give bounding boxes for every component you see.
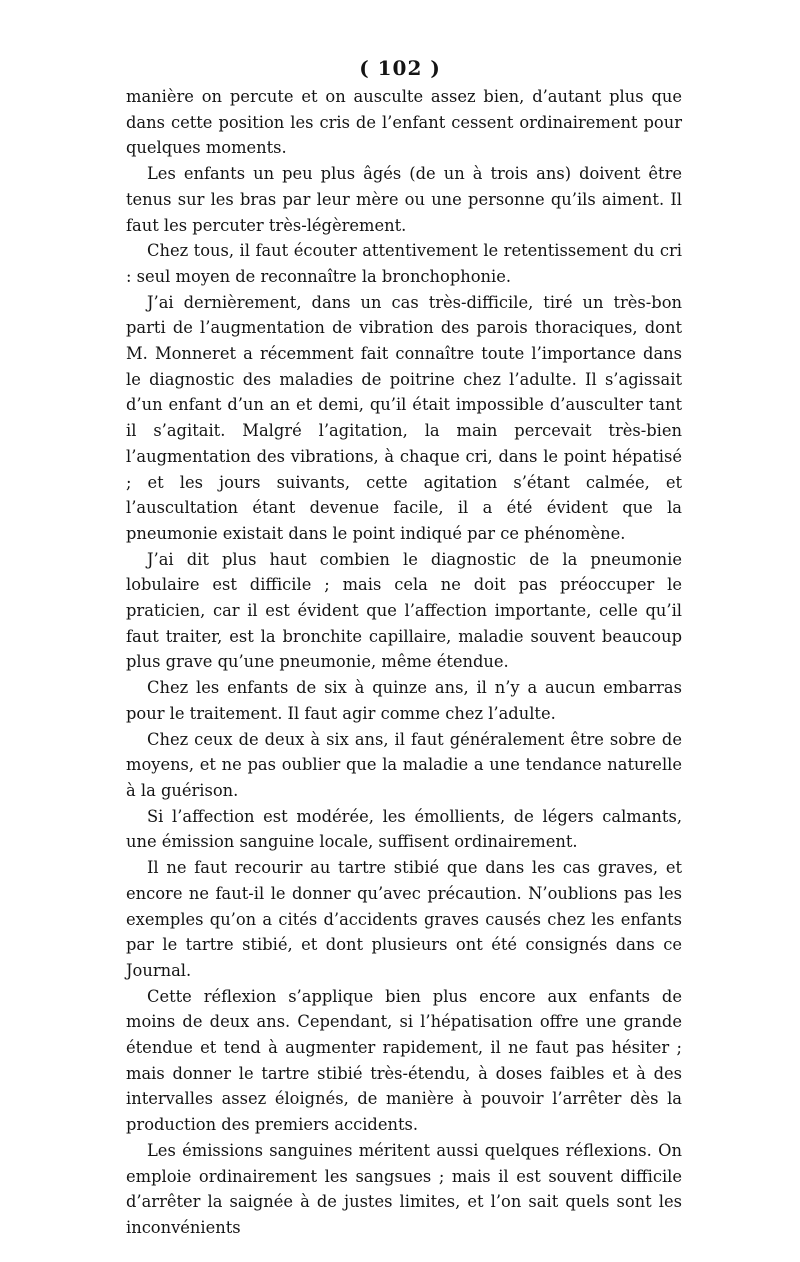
paragraph: J’ai dit plus haut combien le diagnostic de la pneumonie lobulaire est difficile ; mais cela ne doit pas préoccuper le praticien, car il est évident que l’affection importante, celle qu’il faut traiter, est la bronchite capillaire, maladie souvent beaucoup plus grave qu’une pneumonie, même étendue. — [126, 549, 682, 672]
paragraph: J’ai dernièrement, dans un cas très-difficile, tiré un très-bon parti de l’augmentation de vibration des parois thoraciques, dont M. Monneret a récemment fait connaître toute l’importance dans le diagnostic des maladies de poitrine chez l’adulte. Il s’agissait d’un enfant d’un an et demi, qu’il était impossible d’ausculter tant il s’agitait. Malgré l’agitation, la main percevait très-bien l’augmentation des vibrations, à chaque cri, dans le point hépatisé ; et les jours suivants, cette agitation s’étant calmée, et l’auscultation étant devenue facile, il a été évident que la pneumonie existait dans le point indiqué par ce phénomène. — [126, 292, 682, 543]
paragraph: Cette réflexion s’applique bien plus encore aux enfants de moins de deux ans. Cependant, si l’hépatisation offre une grande étendue et tend à augmenter rapidement, il ne faut pas hésiter ; mais donner le tartre stibié très-étendu, à doses faibles et à des intervalles assez éloignés, de manière à pouvoir l’arrêter dès la production des premiers accidents. — [126, 986, 682, 1135]
paragraph: Chez ceux de deux à six ans, il faut généralement être sobre de moyens, et ne pas oublier que la maladie a une tendance naturelle à la guérison. — [126, 729, 682, 800]
page-number: ( 102 ) — [359, 56, 441, 80]
body-text — [126, 84, 682, 1241]
paragraph: Si l’affection est modérée, les émollients, de légers calmants, une émission sanguine locale, suffisent ordinairement. — [126, 806, 682, 852]
paragraph: Les émissions sanguines méritent aussi quelques réflexions. On emploie ordinairement les sangsues ; mais il est souvent difficile d’arrêter la saignée à de justes limites, et l’on sait quels sont les inconvénients — [126, 1140, 682, 1237]
paragraph: Les enfants un peu plus âgés (de un à trois ans) doivent être tenus sur les bras par leur mère ou une personne qu’ils aiment. Il faut les percuter très-légèrement. — [126, 164, 682, 235]
paragraph: manière on percute et on ausculte assez bien, d’autant plus que dans cette position les cris de l’enfant cessent ordinairement pour quelques moments. — [126, 87, 682, 158]
paragraph: Chez tous, il faut écouter attentivement le retentissement du cri : seul moyen de reconnaître la bronchophonie. — [126, 241, 682, 286]
paragraph: Il ne faut recourir au tartre stibié que dans les cas graves, et encore ne faut-il le donner qu’avec précaution. N’oublions pas les exemples qu’on a cités d’accidents graves causés chez les enfants par le tartre stibié, et dont plusieurs ont été consignés dans ce Journal. — [126, 858, 682, 980]
paragraph: Chez les enfants de six à quinze ans, il n’y a aucun embarras pour le traitement. Il faut agir comme chez l’adulte. — [126, 678, 682, 723]
